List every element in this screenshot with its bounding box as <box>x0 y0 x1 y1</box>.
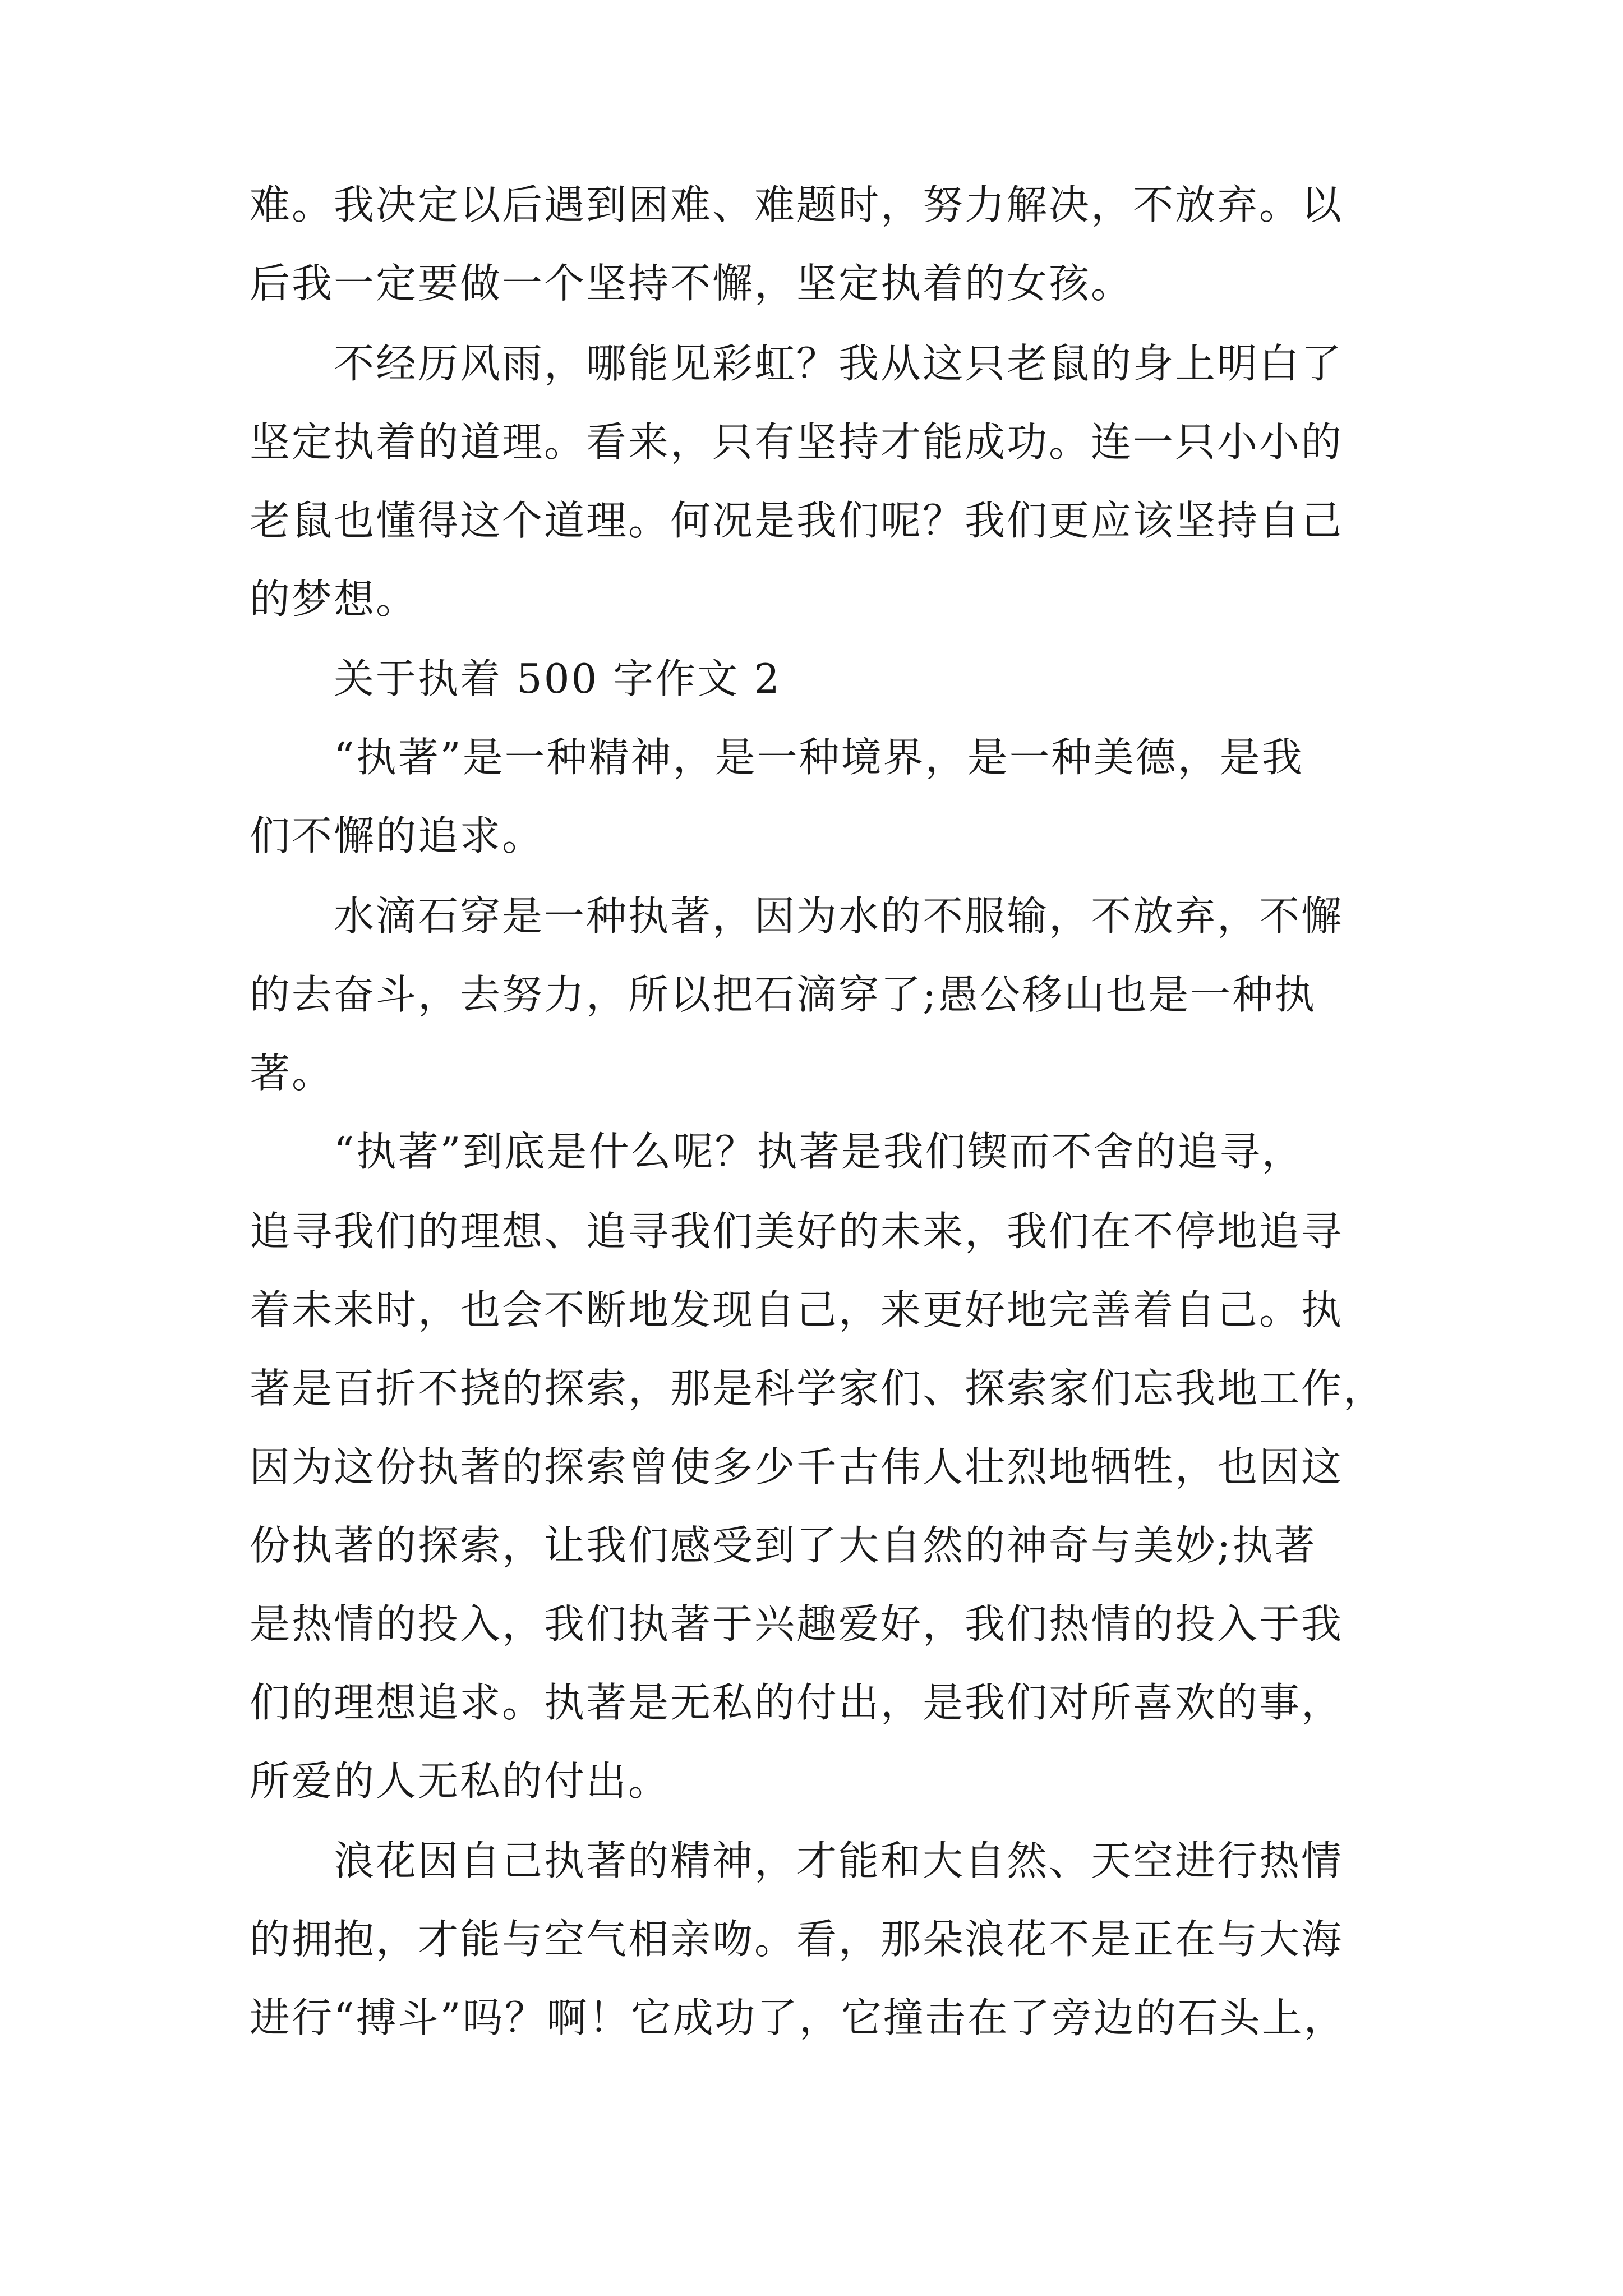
text-line: 份执著的探索，让我们感受到了大自然的神奇与美妙;执著 <box>250 1522 1317 1569</box>
paragraph-start: 不经历风雨，哪能见彩虹？我从这只老鼠的身上明白了 <box>334 340 1344 387</box>
text-line: 坚定执着的道理。看来，只有坚持才能成功。连一只小小的 <box>250 418 1344 466</box>
text-line: 的去奋斗，去努力，所以把石滴穿了;愚公移山也是一种执 <box>250 971 1317 1018</box>
text-line: 追寻我们的理想、追寻我们美好的未来，我们在不停地追寻 <box>250 1208 1344 1255</box>
text-line: 们的理想追求。执著是无私的付出，是我们对所喜欢的事， <box>250 1679 1344 1726</box>
text-line: 是热情的投入，我们执著于兴趣爱好，我们热情的投入于我 <box>250 1600 1344 1648</box>
paragraph-start: “执著”到底是什么呢？执著是我们锲而不舍的追寻， <box>334 1128 1304 1175</box>
text-line: 著是百折不挠的探索，那是科学家们、探索家们忘我地工作， <box>250 1365 1386 1412</box>
text-line: 们不懈的追求。 <box>250 812 545 859</box>
text-line: 所爱的人无私的付出。 <box>250 1757 671 1805</box>
section-title: 关于执着 500 字作文 2 <box>334 655 781 702</box>
text-line: 老鼠也懂得这个道理。何况是我们呢？我们更应该坚持自己 <box>250 497 1344 544</box>
text-line: 的拥抱，才能与空气相亲吻。看，那朵浪花不是正在与大海 <box>250 1916 1344 1963</box>
paragraph-start: “执著”是一种精神，是一种境界，是一种美德，是我 <box>334 734 1304 781</box>
text-line: 难。我决定以后遇到困难、难题时，努力解决，不放弃。以 <box>250 181 1344 228</box>
text-line: 后我一定要做一个坚持不懈，坚定执着的女孩。 <box>250 260 1133 307</box>
paragraph-start: 浪花因自己执著的精神，才能和大自然、天空进行热情 <box>334 1837 1344 1884</box>
paragraph-start: 水滴石穿是一种执著，因为水的不服输，不放弃，不懈 <box>334 892 1344 940</box>
text-line: 因为这份执著的探索曾使多少千古伟人壮烈地牺牲，也因这 <box>250 1443 1344 1490</box>
text-line: 的梦想。 <box>250 576 418 623</box>
text-line: 进行“搏斗”吗？啊！它成功了，它撞击在了旁边的石头上， <box>250 1994 1346 2041</box>
text-line: 着未来时，也会不断地发现自己，来更好地完善着自己。执 <box>250 1286 1344 1333</box>
text-line: 著。 <box>250 1050 334 1097</box>
